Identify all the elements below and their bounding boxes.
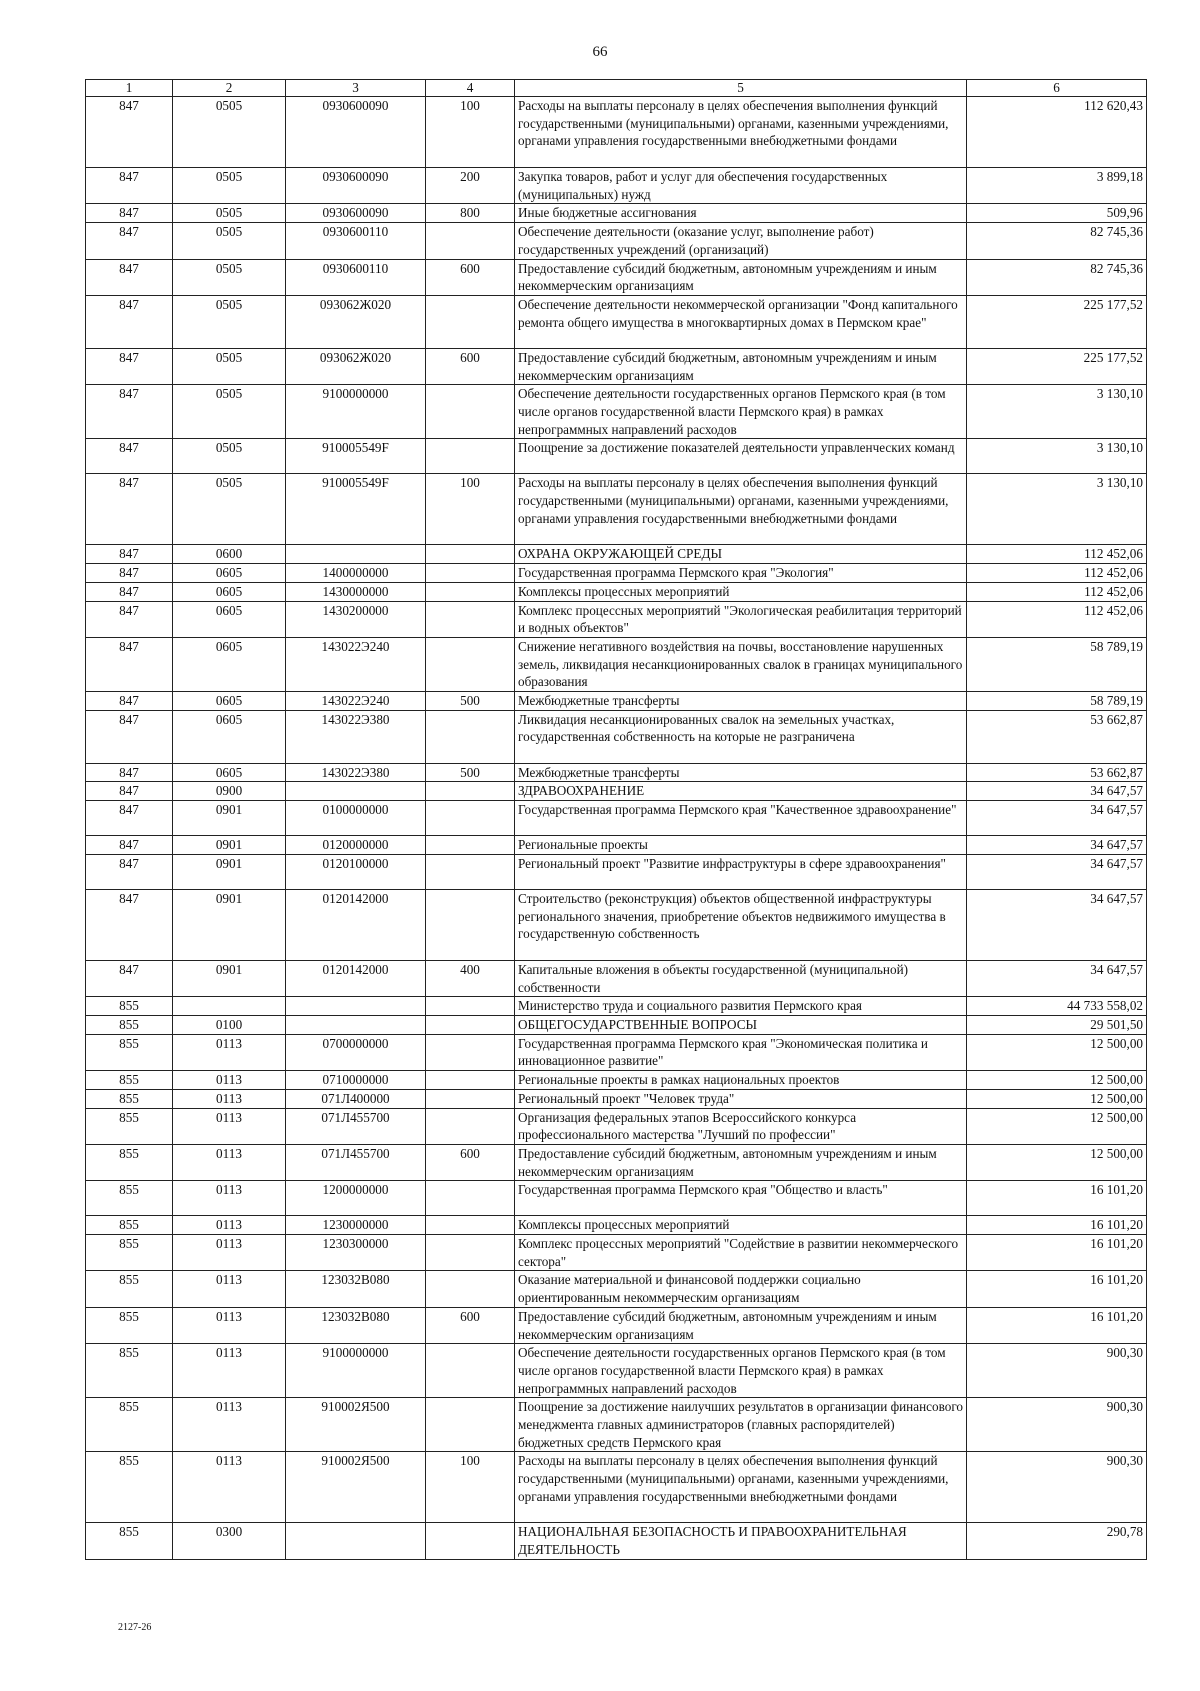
table-row (86, 782, 1147, 801)
amount-cell: 900,30 (967, 1344, 1147, 1398)
admin-code-cell: 847 (86, 564, 173, 583)
description-cell: Строительство (реконструкция) объектов общественной инфраструктуры регионального значения, приобретение объектов недвижимого имущества в государственную собственность (515, 889, 967, 960)
target-article-cell (286, 782, 426, 801)
section-code-cell: 0113 (173, 1235, 286, 1271)
target-article-cell: 071Л400000 (286, 1089, 426, 1108)
target-article-cell: 143022Э380 (286, 710, 426, 763)
expense-type-cell: 600 (426, 348, 515, 384)
admin-code-cell: 847 (86, 385, 173, 439)
admin-code-cell: 855 (86, 1452, 173, 1523)
section-code-cell: 0113 (173, 1089, 286, 1108)
amount-cell: 16 101,20 (967, 1235, 1147, 1271)
expense-type-cell: 100 (426, 97, 515, 168)
admin-code-cell: 855 (86, 1398, 173, 1452)
description-cell: Иные бюджетные ассигнования (515, 204, 967, 223)
section-code-cell: 0113 (173, 1452, 286, 1523)
expense-type-cell (426, 1235, 515, 1271)
table-row (86, 1034, 1147, 1070)
table-row (86, 1216, 1147, 1235)
table-row (86, 259, 1147, 295)
target-article-cell: 910005549F (286, 439, 426, 474)
section-code-cell: 0600 (173, 545, 286, 564)
section-code-cell: 0300 (173, 1523, 286, 1559)
amount-cell: 900,30 (967, 1452, 1147, 1523)
admin-code-cell: 855 (86, 1181, 173, 1216)
target-article-cell: 123032В080 (286, 1271, 426, 1307)
amount-cell: 900,30 (967, 1398, 1147, 1452)
section-code-cell: 0605 (173, 710, 286, 763)
column-header-6: 6 (967, 80, 1147, 97)
target-article-cell: 910002Я500 (286, 1398, 426, 1452)
admin-code-cell: 855 (86, 1216, 173, 1235)
amount-cell: 509,96 (967, 204, 1147, 223)
section-code-cell: 0505 (173, 259, 286, 295)
amount-cell: 34 647,57 (967, 836, 1147, 855)
expense-type-cell: 600 (426, 259, 515, 295)
table-row (86, 582, 1147, 601)
expense-type-cell (426, 545, 515, 564)
amount-cell: 58 789,19 (967, 637, 1147, 691)
target-article-cell: 123032В080 (286, 1307, 426, 1343)
expense-type-cell (426, 710, 515, 763)
admin-code-cell: 855 (86, 997, 173, 1016)
description-cell: Закупка товаров, работ и услуг для обеспечения государственных (муниципальных) нужд (515, 168, 967, 204)
budget-table (85, 79, 1147, 1560)
admin-code-cell: 847 (86, 710, 173, 763)
table-row (86, 545, 1147, 564)
admin-code-cell: 847 (86, 259, 173, 295)
section-code-cell: 0113 (173, 1108, 286, 1144)
amount-cell: 34 647,57 (967, 854, 1147, 889)
admin-code-cell: 847 (86, 960, 173, 996)
target-article-cell: 071Л455700 (286, 1108, 426, 1144)
target-article-cell: 0930600110 (286, 259, 426, 295)
description-cell: Межбюджетные трансферты (515, 763, 967, 782)
section-code-cell: 0605 (173, 601, 286, 637)
target-article-cell: 0100000000 (286, 801, 426, 836)
description-cell: НАЦИОНАЛЬНАЯ БЕЗОПАСНОСТЬ И ПРАВООХРАНИТЕЛЬНАЯ ДЕЯТЕЛЬНОСТЬ (515, 1523, 967, 1559)
table-row (86, 204, 1147, 223)
amount-cell: 82 745,36 (967, 259, 1147, 295)
table-row (86, 836, 1147, 855)
admin-code-cell: 847 (86, 295, 173, 348)
expense-type-cell (426, 295, 515, 348)
section-code-cell: 0605 (173, 582, 286, 601)
amount-cell: 34 647,57 (967, 801, 1147, 836)
amount-cell: 44 733 558,02 (967, 997, 1147, 1016)
description-cell: Организация федеральных этапов Всероссийского конкурса профессионального мастерства "Лучший по профессии" (515, 1108, 967, 1144)
admin-code-cell: 847 (86, 801, 173, 836)
description-cell: ЗДРАВООХРАНЕНИЕ (515, 782, 967, 801)
table-row (86, 1344, 1147, 1398)
table-row (86, 1307, 1147, 1343)
description-cell: Оказание материальной и финансовой поддержки социально ориентированным некоммерческим организациям (515, 1271, 967, 1307)
expense-type-cell (426, 1108, 515, 1144)
admin-code-cell: 855 (86, 1235, 173, 1271)
description-cell: Государственная программа Пермского края "Экология" (515, 564, 967, 583)
amount-cell: 34 647,57 (967, 960, 1147, 996)
column-header-2: 2 (173, 80, 286, 97)
amount-cell: 3 899,18 (967, 168, 1147, 204)
expense-type-cell (426, 1034, 515, 1070)
table-body (86, 97, 1147, 1560)
table-row (86, 997, 1147, 1016)
expense-type-cell (426, 223, 515, 259)
amount-cell: 3 130,10 (967, 474, 1147, 545)
admin-code-cell: 855 (86, 1271, 173, 1307)
section-code-cell: 0505 (173, 385, 286, 439)
expense-type-cell (426, 854, 515, 889)
description-cell: Министерство труда и социального развития Пермского края (515, 997, 967, 1016)
admin-code-cell: 855 (86, 1144, 173, 1180)
amount-cell: 58 789,19 (967, 692, 1147, 711)
section-code-cell: 0505 (173, 474, 286, 545)
expense-type-cell (426, 564, 515, 583)
expense-type-cell (426, 1181, 515, 1216)
target-article-cell: 143022Э380 (286, 763, 426, 782)
description-cell: Капитальные вложения в объекты государственной (муниципальной) собственности (515, 960, 967, 996)
description-cell: Ликвидация несанкционированных свалок на земельных участках, государственная собственность на которые не разграничена (515, 710, 967, 763)
target-article-cell: 0120000000 (286, 836, 426, 855)
section-code-cell: 0113 (173, 1344, 286, 1398)
description-cell: Обеспечение деятельности (оказание услуг, выполнение работ) государственных учреждений (организаций) (515, 223, 967, 259)
target-article-cell: 143022Э240 (286, 692, 426, 711)
description-cell: Предоставление субсидий бюджетным, автономным учреждениям и иным некоммерческим организациям (515, 1307, 967, 1343)
column-header-3: 3 (286, 80, 426, 97)
description-cell: Обеспечение деятельности государственных органов Пермского края (в том числе органов государственной власти Пермского края) в рамках непрограммных направлений расходов (515, 385, 967, 439)
section-code-cell: 0605 (173, 692, 286, 711)
admin-code-cell: 847 (86, 348, 173, 384)
table-row (86, 97, 1147, 168)
admin-code-cell: 847 (86, 204, 173, 223)
target-article-cell (286, 1523, 426, 1559)
table-row (86, 1235, 1147, 1271)
section-code-cell: 0113 (173, 1398, 286, 1452)
section-code-cell: 0901 (173, 889, 286, 960)
table-row (86, 1144, 1147, 1180)
expense-type-cell (426, 1398, 515, 1452)
description-cell: Государственная программа Пермского края "Общество и власть" (515, 1181, 967, 1216)
table-row (86, 1523, 1147, 1559)
admin-code-cell: 855 (86, 1344, 173, 1398)
section-code-cell: 0113 (173, 1071, 286, 1090)
amount-cell: 16 101,20 (967, 1181, 1147, 1216)
expense-type-cell (426, 889, 515, 960)
table-row (86, 168, 1147, 204)
description-cell: Межбюджетные трансферты (515, 692, 967, 711)
target-article-cell: 093062Ж020 (286, 348, 426, 384)
section-code-cell: 0901 (173, 801, 286, 836)
description-cell: Обеспечение деятельности государственных органов Пермского края (в том числе органов государственной власти Пермского края) в рамках непрограммных направлений расходов (515, 1344, 967, 1398)
table-row (86, 637, 1147, 691)
admin-code-cell: 847 (86, 782, 173, 801)
section-code-cell (173, 997, 286, 1016)
amount-cell: 34 647,57 (967, 782, 1147, 801)
section-code-cell: 0113 (173, 1144, 286, 1180)
description-cell: Комплексы процессных мероприятий (515, 1216, 967, 1235)
section-code-cell: 0605 (173, 763, 286, 782)
section-code-cell: 0505 (173, 223, 286, 259)
expense-type-cell: 600 (426, 1307, 515, 1343)
section-code-cell: 0100 (173, 1015, 286, 1034)
section-code-cell: 0605 (173, 564, 286, 583)
admin-code-cell: 855 (86, 1089, 173, 1108)
table-row (86, 801, 1147, 836)
amount-cell: 12 500,00 (967, 1034, 1147, 1070)
amount-cell: 112 452,06 (967, 582, 1147, 601)
target-article-cell: 1430200000 (286, 601, 426, 637)
table-row (86, 1108, 1147, 1144)
expense-type-cell: 500 (426, 763, 515, 782)
admin-code-cell: 847 (86, 439, 173, 474)
expense-type-cell (426, 1089, 515, 1108)
table-row (86, 348, 1147, 384)
amount-cell: 112 452,06 (967, 564, 1147, 583)
expense-type-cell (426, 439, 515, 474)
table-row (86, 1452, 1147, 1523)
target-article-cell: 0930600090 (286, 168, 426, 204)
table-row (86, 1015, 1147, 1034)
section-code-cell: 0505 (173, 439, 286, 474)
table-row (86, 710, 1147, 763)
admin-code-cell: 855 (86, 1307, 173, 1343)
section-code-cell: 0113 (173, 1216, 286, 1235)
target-article-cell: 0120100000 (286, 854, 426, 889)
admin-code-cell: 847 (86, 601, 173, 637)
expense-type-cell (426, 1015, 515, 1034)
table-row (86, 1089, 1147, 1108)
admin-code-cell: 855 (86, 1034, 173, 1070)
amount-cell: 290,78 (967, 1523, 1147, 1559)
expense-type-cell: 400 (426, 960, 515, 996)
target-article-cell: 093062Ж020 (286, 295, 426, 348)
target-article-cell: 071Л455700 (286, 1144, 426, 1180)
section-code-cell: 0505 (173, 168, 286, 204)
admin-code-cell: 847 (86, 637, 173, 691)
amount-cell: 82 745,36 (967, 223, 1147, 259)
description-cell: Государственная программа Пермского края "Экономическая политика и инновационное развитие" (515, 1034, 967, 1070)
column-header-1: 1 (86, 80, 173, 97)
expense-type-cell: 800 (426, 204, 515, 223)
amount-cell: 3 130,10 (967, 439, 1147, 474)
target-article-cell: 0700000000 (286, 1034, 426, 1070)
expense-type-cell (426, 782, 515, 801)
table-row (86, 1271, 1147, 1307)
table-row (86, 854, 1147, 889)
target-article-cell: 9100000000 (286, 385, 426, 439)
section-code-cell: 0505 (173, 295, 286, 348)
target-article-cell: 1230000000 (286, 1216, 426, 1235)
expense-type-cell: 200 (426, 168, 515, 204)
description-cell: Поощрение за достижение наилучших результатов в организации финансового менеджмента главных администраторов (главных распорядителей) бюджетных средств Пермского края (515, 1398, 967, 1452)
table-row (86, 439, 1147, 474)
table-row (86, 601, 1147, 637)
admin-code-cell: 847 (86, 223, 173, 259)
expense-type-cell (426, 1523, 515, 1559)
target-article-cell: 910002Я500 (286, 1452, 426, 1523)
amount-cell: 16 101,20 (967, 1216, 1147, 1235)
expense-type-cell (426, 637, 515, 691)
section-code-cell: 0113 (173, 1034, 286, 1070)
column-header-4: 4 (426, 80, 515, 97)
expense-type-cell (426, 601, 515, 637)
header-row (86, 80, 1147, 97)
section-code-cell: 0505 (173, 97, 286, 168)
table-row (86, 385, 1147, 439)
description-cell: Комплексы процессных мероприятий (515, 582, 967, 601)
section-code-cell: 0113 (173, 1271, 286, 1307)
section-code-cell: 0901 (173, 836, 286, 855)
admin-code-cell: 855 (86, 1015, 173, 1034)
admin-code-cell: 847 (86, 889, 173, 960)
admin-code-cell: 847 (86, 582, 173, 601)
section-code-cell: 0605 (173, 637, 286, 691)
description-cell: Расходы на выплаты персоналу в целях обеспечения выполнения функций государственными (муниципальными) органами, казенными учреждениями, органами управления государственными внебюджетными фондами (515, 1452, 967, 1523)
section-code-cell: 0505 (173, 348, 286, 384)
admin-code-cell: 847 (86, 97, 173, 168)
section-code-cell: 0900 (173, 782, 286, 801)
table-row (86, 564, 1147, 583)
table-row (86, 960, 1147, 996)
amount-cell: 3 130,10 (967, 385, 1147, 439)
expense-type-cell (426, 801, 515, 836)
expense-type-cell: 100 (426, 474, 515, 545)
admin-code-cell: 847 (86, 836, 173, 855)
amount-cell: 112 620,43 (967, 97, 1147, 168)
expense-type-cell: 500 (426, 692, 515, 711)
target-article-cell (286, 545, 426, 564)
section-code-cell: 0113 (173, 1181, 286, 1216)
amount-cell: 12 500,00 (967, 1144, 1147, 1180)
description-cell: Расходы на выплаты персоналу в целях обеспечения выполнения функций государственными (муниципальными) органами, казенными учреждениями, органами управления государственными внебюджетными фондами (515, 97, 967, 168)
admin-code-cell: 847 (86, 854, 173, 889)
table-row (86, 763, 1147, 782)
table-row (86, 474, 1147, 545)
description-cell: Снижение негативного воздействия на почвы, восстановление нарушенных земель, ликвидация несанкционированных свалок в границах муниципального образования (515, 637, 967, 691)
amount-cell: 53 662,87 (967, 710, 1147, 763)
table-row (86, 1181, 1147, 1216)
target-article-cell: 1400000000 (286, 564, 426, 583)
admin-code-cell: 847 (86, 545, 173, 564)
table-row (86, 889, 1147, 960)
target-article-cell (286, 1015, 426, 1034)
amount-cell: 16 101,20 (967, 1271, 1147, 1307)
section-code-cell: 0901 (173, 960, 286, 996)
page-number: 66 (592, 44, 608, 60)
amount-cell: 112 452,06 (967, 545, 1147, 564)
amount-cell: 12 500,00 (967, 1089, 1147, 1108)
amount-cell: 34 647,57 (967, 889, 1147, 960)
admin-code-cell: 855 (86, 1523, 173, 1559)
table-row (86, 223, 1147, 259)
description-cell: Поощрение за достижение показателей деятельности управленческих команд (515, 439, 967, 474)
description-cell: ОХРАНА ОКРУЖАЮЩЕЙ СРЕДЫ (515, 545, 967, 564)
target-article-cell: 0930600110 (286, 223, 426, 259)
description-cell: Государственная программа Пермского края "Качественное здравоохранение" (515, 801, 967, 836)
expense-type-cell (426, 1216, 515, 1235)
amount-cell: 16 101,20 (967, 1307, 1147, 1343)
table-row (86, 295, 1147, 348)
expense-type-cell (426, 1071, 515, 1090)
expense-type-cell (426, 1271, 515, 1307)
column-header-5: 5 (515, 80, 967, 97)
target-article-cell: 0120142000 (286, 960, 426, 996)
description-cell: Комплекс процессных мероприятий "Экологическая реабилитация территорий и водных объектов" (515, 601, 967, 637)
description-cell: Региональные проекты (515, 836, 967, 855)
target-article-cell: 0120142000 (286, 889, 426, 960)
target-article-cell: 1200000000 (286, 1181, 426, 1216)
target-article-cell (286, 997, 426, 1016)
amount-cell: 29 501,50 (967, 1015, 1147, 1034)
description-cell: Региональный проект "Развитие инфраструктуры в сфере здравоохранения" (515, 854, 967, 889)
admin-code-cell: 847 (86, 168, 173, 204)
description-cell: Региональный проект "Человек труда" (515, 1089, 967, 1108)
admin-code-cell: 847 (86, 763, 173, 782)
amount-cell: 225 177,52 (967, 295, 1147, 348)
table-row (86, 692, 1147, 711)
amount-cell: 12 500,00 (967, 1108, 1147, 1144)
section-code-cell: 0505 (173, 204, 286, 223)
target-article-cell: 0930600090 (286, 204, 426, 223)
description-cell: Предоставление субсидий бюджетным, автономным учреждениям и иным некоммерческим организациям (515, 259, 967, 295)
amount-cell: 225 177,52 (967, 348, 1147, 384)
table-row (86, 1398, 1147, 1452)
description-cell: Предоставление субсидий бюджетным, автономным учреждениям и иным некоммерческим организациям (515, 1144, 967, 1180)
expense-type-cell (426, 997, 515, 1016)
amount-cell: 53 662,87 (967, 763, 1147, 782)
admin-code-cell: 855 (86, 1071, 173, 1090)
target-article-cell: 143022Э240 (286, 637, 426, 691)
description-cell: Региональные проекты в рамках национальных проектов (515, 1071, 967, 1090)
target-article-cell: 1230300000 (286, 1235, 426, 1271)
section-code-cell: 0113 (173, 1307, 286, 1343)
section-code-cell: 0901 (173, 854, 286, 889)
document-code: 2127-26 (118, 1622, 152, 1633)
amount-cell: 12 500,00 (967, 1071, 1147, 1090)
description-cell: Предоставление субсидий бюджетным, автономным учреждениям и иным некоммерческим организациям (515, 348, 967, 384)
expense-type-cell (426, 1344, 515, 1398)
description-cell: ОБЩЕГОСУДАРСТВЕННЫЕ ВОПРОСЫ (515, 1015, 967, 1034)
admin-code-cell: 847 (86, 474, 173, 545)
target-article-cell: 0930600090 (286, 97, 426, 168)
admin-code-cell: 847 (86, 692, 173, 711)
expense-type-cell: 100 (426, 1452, 515, 1523)
expense-type-cell (426, 582, 515, 601)
amount-cell: 112 452,06 (967, 601, 1147, 637)
target-article-cell: 910005549F (286, 474, 426, 545)
description-cell: Расходы на выплаты персоналу в целях обеспечения выполнения функций государственными (муниципальными) органами, казенными учреждениями, органами управления государственными внебюджетными фондами (515, 474, 967, 545)
target-article-cell: 1430000000 (286, 582, 426, 601)
expense-type-cell: 600 (426, 1144, 515, 1180)
expense-type-cell (426, 385, 515, 439)
admin-code-cell: 855 (86, 1108, 173, 1144)
target-article-cell: 9100000000 (286, 1344, 426, 1398)
description-cell: Обеспечение деятельности некоммерческой организации "Фонд капитального ремонта общего имущества в многоквартирных домах в Пермском крае" (515, 295, 967, 348)
description-cell: Комплекс процессных мероприятий "Содействие в развитии некоммерческого сектора" (515, 1235, 967, 1271)
expense-type-cell (426, 836, 515, 855)
table-row (86, 1071, 1147, 1090)
target-article-cell: 0710000000 (286, 1071, 426, 1090)
